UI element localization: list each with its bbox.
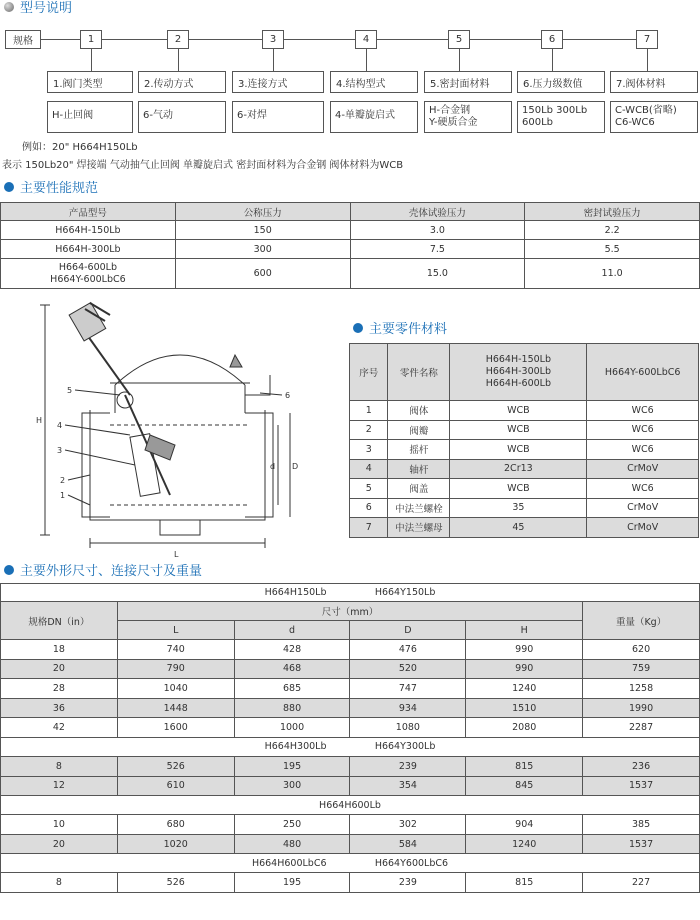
part-label-5: 5 xyxy=(67,386,73,395)
dimensions-table xyxy=(0,583,700,893)
table-row: 20 790 468 520 990 759 xyxy=(1,659,700,679)
table-row: 18 740 428 476 990 620 xyxy=(1,640,700,660)
valve-drawing xyxy=(20,295,325,560)
model-value-5: H-合金钢 Y-硬质合金 xyxy=(424,101,512,133)
dim-label-D: D xyxy=(292,462,299,471)
bullet-icon xyxy=(4,182,14,192)
model-example: 例如：20" H664H150Lb xyxy=(22,142,138,153)
materials-table xyxy=(349,343,699,538)
model-category-7: 7.阀体材料 xyxy=(610,71,698,93)
bonnet-dome xyxy=(115,355,245,385)
dim-group-header: H664H300Lb H664Y300Lb xyxy=(1,737,700,756)
model-value-2: 6-气动 xyxy=(138,101,226,133)
mat-header-name: 零件名称 xyxy=(388,344,450,401)
dim-col-D: D xyxy=(350,621,466,640)
perf-header-nominal: 公称压力 xyxy=(175,203,350,221)
dim-label-l: L xyxy=(174,550,179,559)
mat-header-no: 序号 xyxy=(350,344,388,401)
table-row: 8 526 195 239 815 227 xyxy=(1,873,700,893)
bullet-icon xyxy=(4,2,14,12)
table-row: 3 摇杆 WCB WC6 xyxy=(350,440,699,460)
dim-label-h: H xyxy=(36,416,43,425)
table-row: 4 轴杆 2Cr13 CrMoV xyxy=(350,459,699,479)
dim-header-weight: 重量（Kg） xyxy=(583,602,700,640)
model-category-6: 6.压力级数值 xyxy=(517,71,605,93)
table-row: 7 中法兰螺母 45 CrMoV xyxy=(350,518,699,538)
section-model-title: 型号说明 xyxy=(4,0,72,16)
dim-group-header: H664H600LbC6 H664Y600LbC6 xyxy=(1,854,700,873)
dim-col-L: L xyxy=(117,621,234,640)
section-performance-title: 主要性能规范 xyxy=(4,177,98,196)
table-row: H664-600Lb H664Y-600LbC6 600 15.0 11.0 xyxy=(1,259,700,289)
perf-header-model: 产品型号 xyxy=(1,203,176,221)
model-category-2: 2.传动方式 xyxy=(138,71,226,93)
section-materials-title: 主要零件材料 xyxy=(353,318,447,337)
table-row: 1 阀体 WCB WC6 xyxy=(350,401,699,421)
model-value-1: H-止回阀 xyxy=(47,101,133,133)
model-value-7: C-WCB(省略) C6-WC6 xyxy=(610,101,698,133)
model-num-7: 7 xyxy=(636,30,658,49)
table-row: 28 1040 685 747 1240 1258 xyxy=(1,679,700,699)
part-label-1: 1 xyxy=(60,491,66,500)
dim-group-header: H664H600Lb xyxy=(1,796,700,815)
part-label-2: 2 xyxy=(60,476,66,485)
dim-header-size: 尺寸（mm） xyxy=(117,602,582,621)
section-dimensions-title: 主要外形尺寸、连接尺寸及重量 xyxy=(4,560,202,579)
mat-header-col2: H664Y-600LbC6 xyxy=(587,344,699,401)
table-row: 2 阀瓣 WCB WC6 xyxy=(350,420,699,440)
table-row: H664H-300Lb 300 7.5 5.5 xyxy=(1,240,700,259)
model-category-5: 5.密封面材料 xyxy=(424,71,512,93)
model-num-4: 4 xyxy=(355,30,377,49)
table-row: 10 680 250 302 904 385 xyxy=(1,815,700,835)
performance-table xyxy=(0,202,700,289)
perf-header-seal: 密封试验压力 xyxy=(525,203,700,221)
dim-label-d: d xyxy=(270,462,276,471)
model-value-4: 4-单瓣旋启式 xyxy=(330,101,418,133)
valve-body-outline xyxy=(90,410,265,520)
perf-header-shell: 壳体试验压力 xyxy=(350,203,525,221)
model-num-2: 2 xyxy=(167,30,189,49)
dim-header-dn: 规格DN（in） xyxy=(1,602,118,640)
table-row: 8 526 195 239 815 236 xyxy=(1,756,700,776)
table-row: 36 1448 880 934 1510 1990 xyxy=(1,698,700,718)
mat-header-col1: H664H-150Lb H664H-300Lb H664H-600Lb xyxy=(450,344,587,401)
model-value-6: 150Lb 300Lb 600Lb xyxy=(517,101,605,133)
model-num-1: 1 xyxy=(80,30,102,49)
dim-group-header: H664H150Lb H664Y150Lb xyxy=(1,584,700,602)
model-category-4: 4.结构型式 xyxy=(330,71,418,93)
model-num-5: 5 xyxy=(448,30,470,49)
model-example-desc: 表示 150Lb20" 焊接端 气动抽气止回阀 单瓣旋启式 密封面材料为合金钢 阀体材料为WCB xyxy=(2,160,404,171)
part-label-6: 6 xyxy=(285,391,291,400)
dim-col-H: H xyxy=(466,621,583,640)
table-row: 5 阀盖 WCB WC6 xyxy=(350,479,699,499)
table-row: 20 1020 480 584 1240 1537 xyxy=(1,834,700,854)
model-value-3: 6-对焊 xyxy=(232,101,324,133)
table-row: H664H-150Lb 150 3.0 2.2 xyxy=(1,221,700,240)
bullet-icon xyxy=(4,565,14,575)
model-num-6: 6 xyxy=(541,30,563,49)
spec-label-box: 规格 xyxy=(5,30,41,49)
part-label-3: 3 xyxy=(57,446,63,455)
dim-col-d: d xyxy=(234,621,350,640)
model-category-3: 3.连接方式 xyxy=(232,71,324,93)
model-category-1: 1.阀门类型 xyxy=(47,71,133,93)
part-label-4: 4 xyxy=(57,421,63,430)
model-num-3: 3 xyxy=(262,30,284,49)
table-row: 12 610 300 354 845 1537 xyxy=(1,776,700,796)
table-row: 6 中法兰螺栓 35 CrMoV xyxy=(350,498,699,518)
table-row: 42 1600 1000 1080 2080 2287 xyxy=(1,718,700,738)
bullet-icon xyxy=(353,323,363,333)
